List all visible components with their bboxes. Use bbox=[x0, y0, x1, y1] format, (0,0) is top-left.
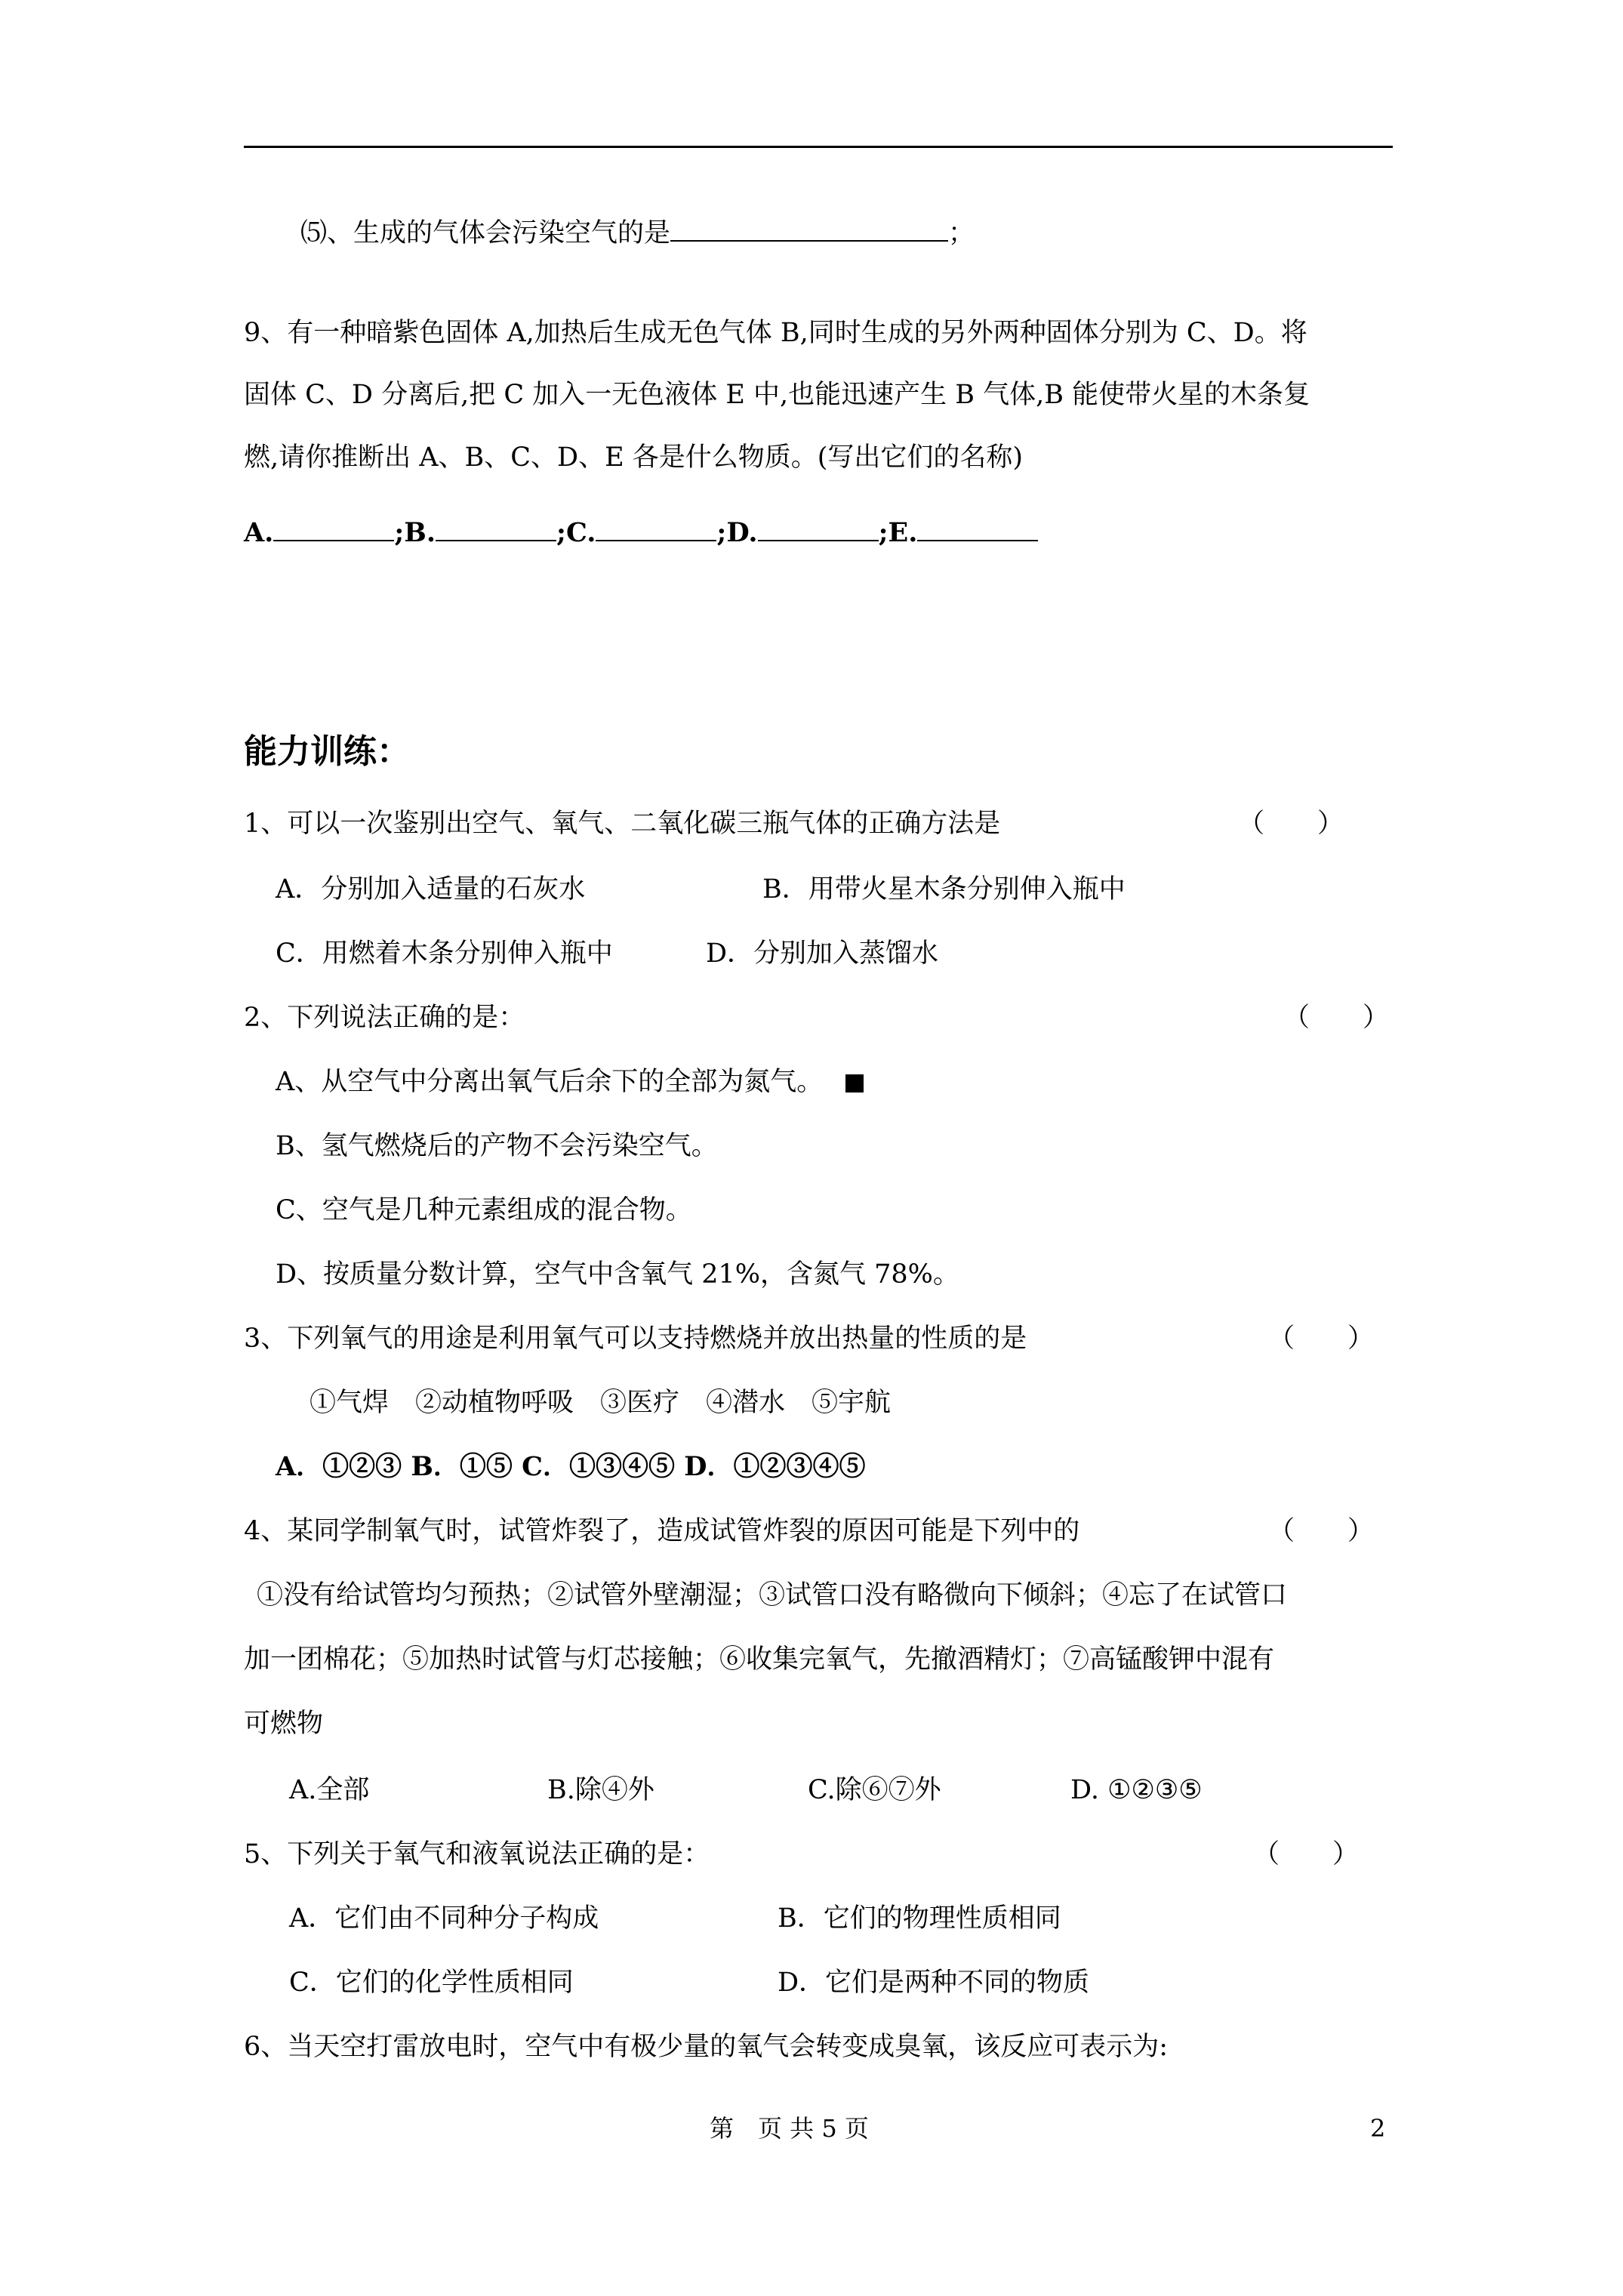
q9-answer-b-blank[interactable] bbox=[436, 513, 556, 541]
q9-answer-b-sep: ; bbox=[556, 517, 566, 548]
q9-answer-b-label: B. bbox=[404, 517, 436, 548]
q6-stem: 6、当天空打雷放电时，空气中有极少量的氧气会转变成臭氧，该反应可表示为: bbox=[244, 2032, 1169, 2062]
q4-reasons-line-2: 加一团棉花；⑤加热时试管与灯芯接触；⑥收集完氧气，先撤酒精灯；⑦高锰酸钾中混有 bbox=[244, 1644, 1275, 1675]
q4-option-b[interactable]: B.除④外 bbox=[547, 1775, 654, 1805]
q3-answer-bracket[interactable]: （ ） bbox=[1268, 1324, 1375, 1354]
q3-stem: 3、下列氧气的用途是利用氧气可以支持燃烧并放出热量的性质的是 bbox=[244, 1324, 1027, 1354]
q3-items: ①气焊 ②动植物呼吸 ③医疗 ④潜水 ⑤宇航 bbox=[310, 1388, 892, 1418]
q5-answer-bracket[interactable]: （ ） bbox=[1253, 1839, 1360, 1869]
q9-line-1: 9、有一种暗紫色固体 A,加热后生成无色气体 B,同时生成的另外两种固体分别为 C、D。将 bbox=[244, 318, 1307, 348]
q5-option-c[interactable]: C．它们的化学性质相同 bbox=[289, 1968, 574, 1998]
q9-answer-e-blank[interactable] bbox=[917, 513, 1038, 541]
q2-stem: 2、下列说法正确的是： bbox=[244, 1003, 525, 1033]
q8-5-line bbox=[300, 214, 975, 249]
q8-5-blank[interactable] bbox=[670, 214, 948, 242]
q9-answer-c-sep: ; bbox=[716, 517, 727, 548]
q3-options[interactable]: A．①②③ B．①⑤ C．①③④⑤ D．①②③④⑤ bbox=[276, 1451, 866, 1482]
q5-option-d[interactable]: D．它们是两种不同的物质 bbox=[778, 1968, 1090, 1998]
q9-answer-a-sep: ; bbox=[394, 517, 405, 548]
footer-page-info: 第 页 共 5 页 bbox=[710, 2114, 869, 2143]
q2-option-a[interactable]: A、从空气中分离出氧气后余下的全部为氮气。 bbox=[276, 1067, 824, 1097]
q9-answer-a-blank[interactable] bbox=[273, 513, 394, 541]
q9-answer-row bbox=[244, 513, 1038, 549]
q1-option-b[interactable]: B．用带火星木条分别伸入瓶中 bbox=[762, 874, 1126, 905]
q9-answer-d-sep: ; bbox=[878, 517, 888, 548]
q9-line-2: 固体 C、D 分离后,把 C 加入一无色液体 E 中,也能迅速产生 B 气体,B 能使带火星的木条复 bbox=[244, 380, 1310, 410]
q4-option-d[interactable]: D. ①②③⑤ bbox=[1070, 1775, 1203, 1805]
black-square-mark bbox=[845, 1074, 864, 1093]
q8-5-suffix: ； bbox=[948, 218, 975, 248]
footer-page-number: 2 bbox=[1370, 2114, 1386, 2143]
q9-answer-c-label: C. bbox=[565, 517, 596, 548]
q2-option-b[interactable]: B、氢气燃烧后的产物不会污染空气。 bbox=[276, 1131, 718, 1161]
q1-stem: 1、可以一次鉴别出空气、氧气、二氧化碳三瓶气体的正确方法是 bbox=[244, 809, 1001, 839]
q4-stem: 4、某同学制氧气时，试管炸裂了，造成试管炸裂的原因可能是下列中的 bbox=[244, 1516, 1080, 1546]
q4-answer-bracket[interactable]: （ ） bbox=[1268, 1516, 1375, 1546]
header-rule bbox=[244, 146, 1393, 148]
q9-answer-d-label: D. bbox=[726, 517, 758, 548]
q5-option-b[interactable]: B．它们的物理性质相同 bbox=[778, 1903, 1061, 1934]
q1-answer-bracket[interactable]: （ ） bbox=[1238, 809, 1344, 839]
q2-option-a-row bbox=[276, 1066, 864, 1098]
q4-option-a[interactable]: A.全部 bbox=[289, 1775, 370, 1805]
q2-option-c[interactable]: C、空气是几种元素组成的混合物。 bbox=[276, 1195, 692, 1225]
q9-answer-c-blank[interactable] bbox=[596, 513, 716, 541]
q4-reasons-line-1: ①没有给试管均匀预热；②试管外壁潮湿；③试管口没有略微向下倾斜；④忘了在试管口 bbox=[257, 1580, 1288, 1610]
q9-answer-a-label: A. bbox=[244, 517, 274, 548]
q5-option-a[interactable]: A．它们由不同种分子构成 bbox=[289, 1903, 599, 1934]
q4-option-c[interactable]: C.除⑥⑦外 bbox=[808, 1775, 941, 1805]
q4-reasons-line-3: 可燃物 bbox=[244, 1709, 324, 1739]
section-title: 能力训练： bbox=[244, 732, 410, 771]
q9-answer-d-blank[interactable] bbox=[758, 513, 879, 541]
q1-option-d[interactable]: D．分别加入蒸馏水 bbox=[706, 938, 939, 969]
q2-answer-bracket[interactable]: （ ） bbox=[1283, 1003, 1390, 1033]
q5-stem: 5、下列关于氧气和液氧说法正确的是： bbox=[244, 1839, 710, 1869]
q1-option-a[interactable]: A．分别加入适量的石灰水 bbox=[276, 874, 586, 905]
q8-5-text: ⑸、生成的气体会污染空气的是 bbox=[300, 218, 671, 248]
q1-option-c[interactable]: C．用燃着木条分别伸入瓶中 bbox=[276, 938, 613, 969]
q9-answer-e-label: E. bbox=[888, 517, 918, 548]
q9-line-3: 燃,请你推断出 A、B、C、D、E 各是什么物质。(写出它们的名称) bbox=[244, 442, 1024, 473]
q2-option-d[interactable]: D、按质量分数计算，空气中含氧气 21%，含氮气 78%。 bbox=[276, 1259, 959, 1290]
